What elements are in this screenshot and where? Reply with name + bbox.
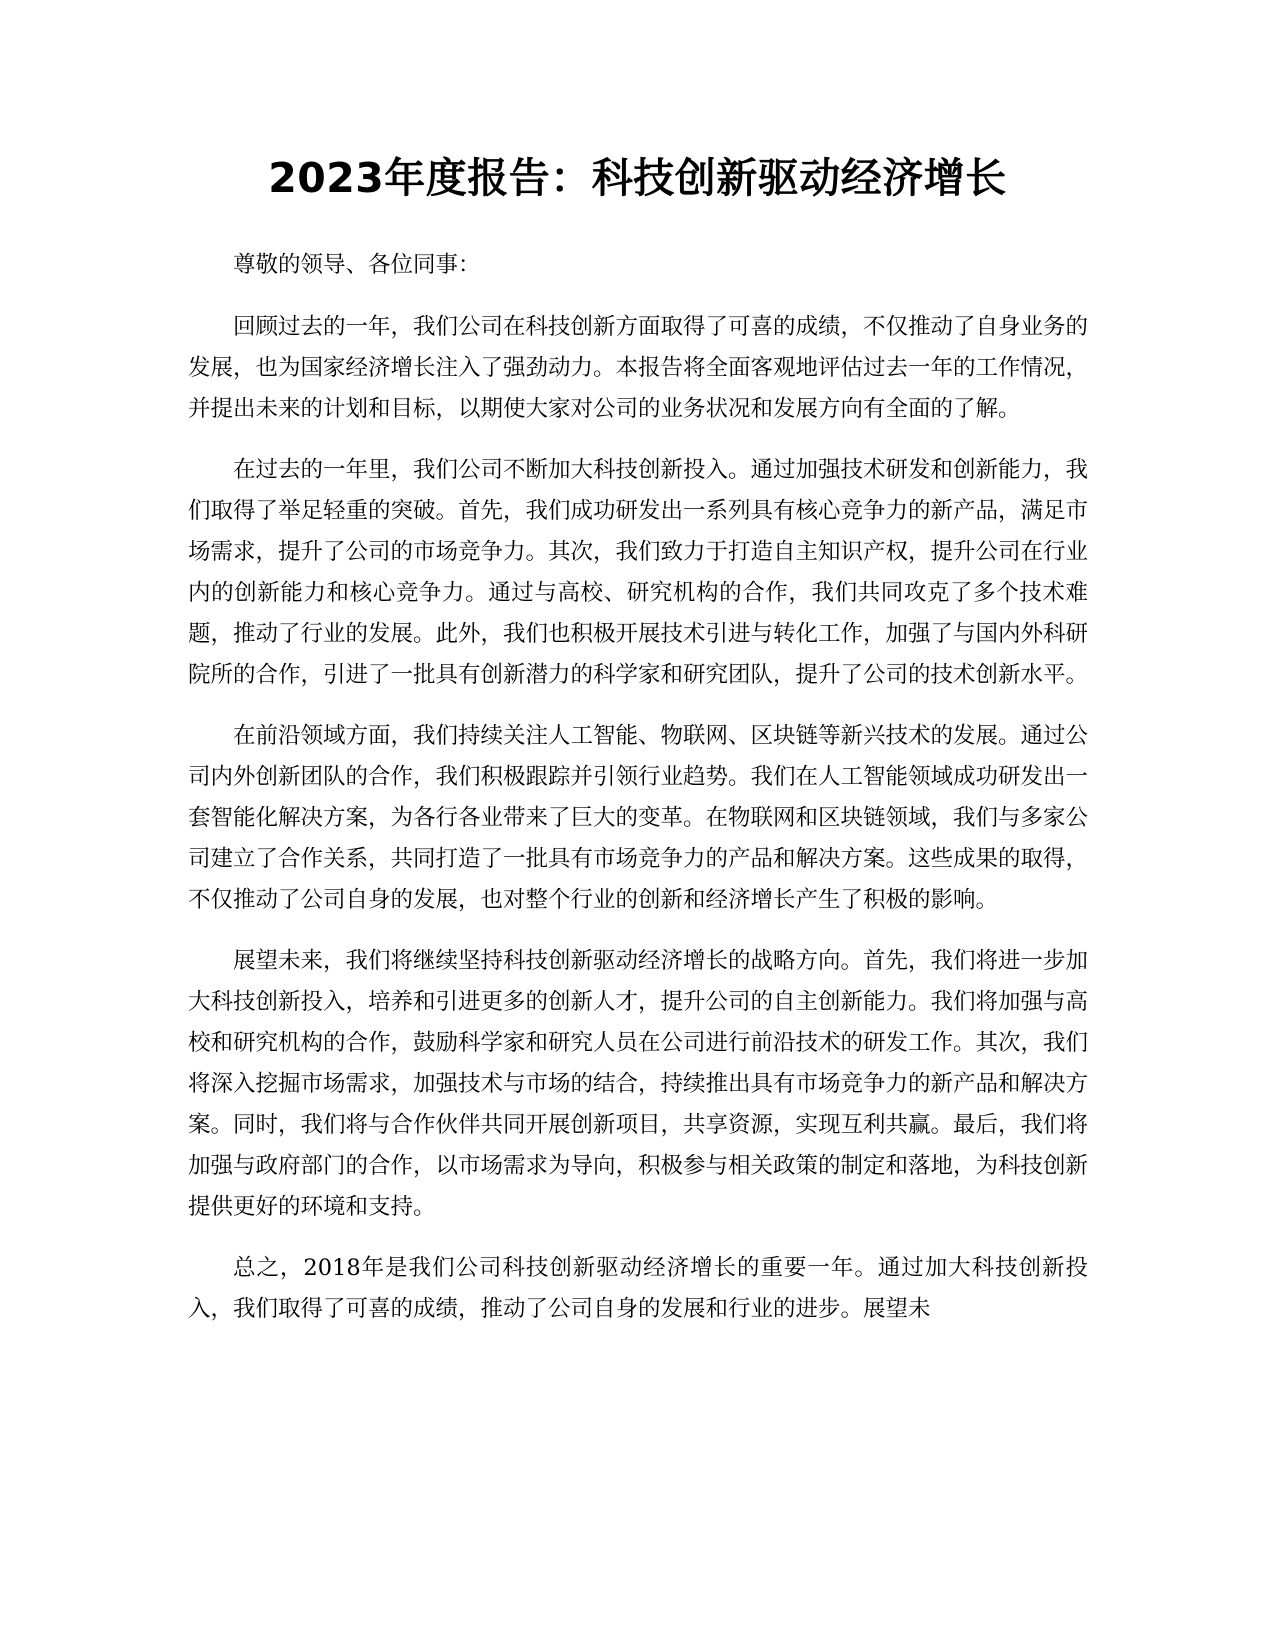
salutation: 尊敬的领导、各位同事： <box>233 252 481 278</box>
paragraph-outlook: 展望未来，我们将继续坚持科技创新驱动经济增长的战略方向。首先，我们将进一步加大科技创新投入，培养和引进更多的创新人才，提升公司的自主创新能力。我们将加强与高校和研究机构的合作，鼓励科学家和研究人员在公司进行前沿技术的研发工作。其次，我们将深入挖掘市场需求，加强技术与市场的结合，持续推出具有市场竞争力的新产品和解决方案。同时，我们将与合作伙伴共同开展创新项目，共享资源，实现互利共赢。最后，我们将加强与政府部门的合作，以市场需求为导向，积极参与相关政策的制定和落地，为科技创新提供更好的环境和支持。 <box>188 948 1089 1220</box>
paragraph-summary: 总之，2018年是我们公司科技创新驱动经济增长的重要一年。通过加大科技创新投入，我们取得了可喜的成绩，推动了公司自身的发展和行业的进步。展望未 <box>188 1255 1088 1322</box>
document-body <box>188 245 1088 1350</box>
paragraph-investment: 在过去的一年里，我们公司不断加大科技创新投入。通过加强技术研发和创新能力，我们取得了举足轻重的突破。首先，我们成功研发出一系列具有核心竞争力的新产品，满足市场需求，提升了公司的市场竞争力。其次，我们致力于打造自主知识产权，提升公司在行业内的创新能力和核心竞争力。通过与高校、研究机构的合作，我们共同攻克了多个技术难题，推动了行业的发展。此外，我们也积极开展技术引进与转化工作，加强了与国内外科研院所的合作，引进了一批具有创新潜力的科学家和研究团队，提升了公司的技术创新水平。 <box>188 457 1089 688</box>
paragraph-review: 回顾过去的一年，我们公司在科技创新方面取得了可喜的成绩，不仅推动了自身业务的发展，也为国家经济增长注入了强劲动力。本报告将全面客观地评估过去一年的工作情况，并提出未来的计划和目标，以期使大家对公司的业务状况和发展方向有全面的了解。 <box>188 314 1089 422</box>
document-title: 2023年度报告：科技创新驱动经济增长 <box>268 154 1007 202</box>
paragraph-frontier: 在前沿领域方面，我们持续关注人工智能、物联网、区块链等新兴技术的发展。通过公司内外创新团队的合作，我们积极跟踪并引领行业趋势。我们在人工智能领域成功研发出一套智能化解决方案，为各行各业带来了巨大的变革。在物联网和区块链领域，我们与多家公司建立了合作关系，共同打造了一批具有市场竞争力的产品和解决方案。这些成果的取得，不仅推动了公司自身的发展，也对整个行业的创新和经济增长产生了积极的影响。 <box>188 723 1089 913</box>
